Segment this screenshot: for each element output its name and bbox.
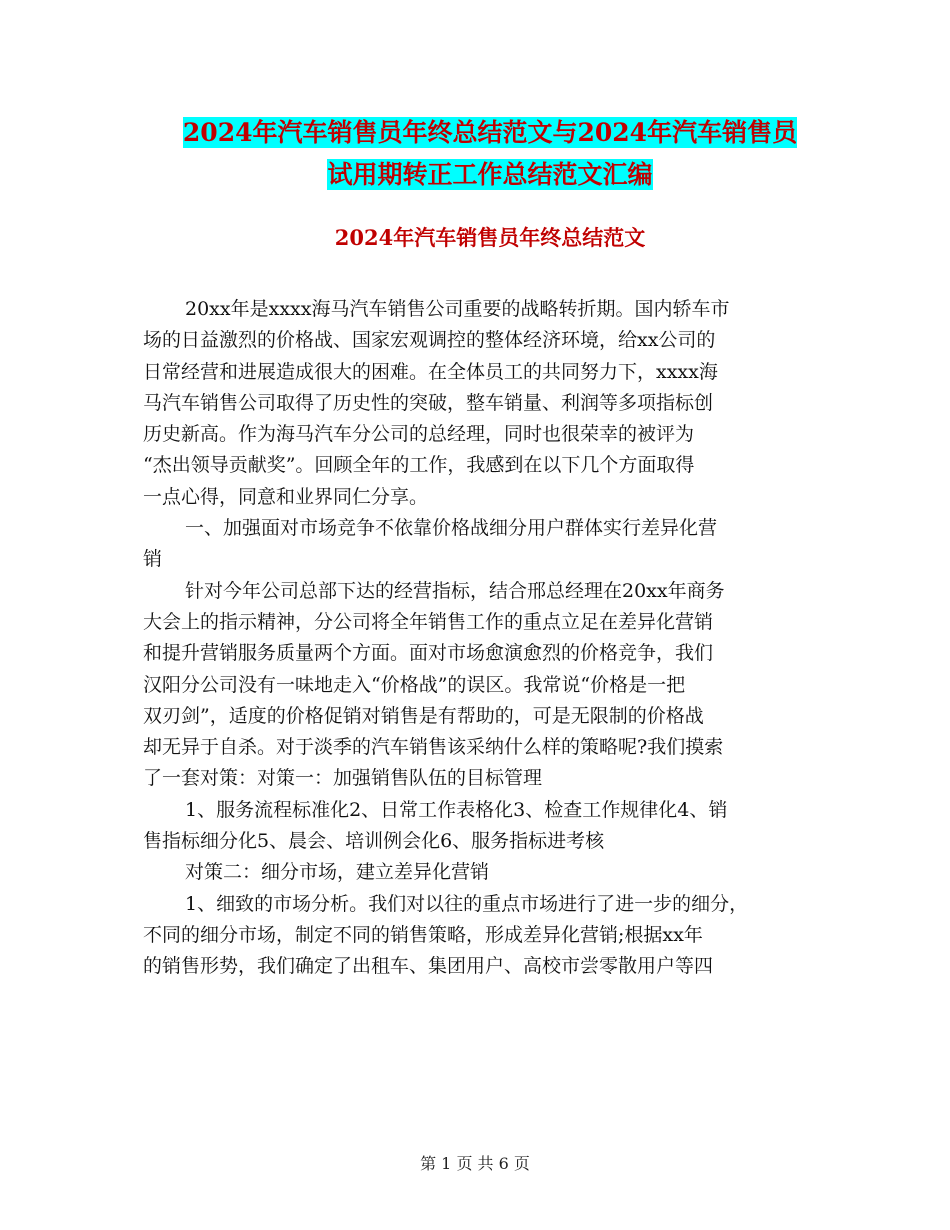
footer-suffix: 页 [513,1154,530,1173]
page-footer [0,1154,950,1174]
body-line: 对策二：细分市场，建立差异化营销 [185,861,490,884]
body-line: 的销售形势，我们确定了出租车、集团用户、高校市尝零散用户等四 [143,955,714,978]
title-line-1: 2024年汽车销售员年终总结范文与2024年汽车销售员 [182,118,798,147]
body-line: 销 [143,548,163,571]
document-title [140,112,840,196]
body-line: 不同的细分市场，制定不同的销售策略，形成差异化营销;根据xx年 [143,923,703,946]
title-line-2: 试用期转正工作总结范文汇编 [327,160,653,189]
body-line: 了一套对策：对策一：加强销售队伍的目标管理 [143,767,543,790]
body-line: 场的日益激烈的价格战、国家宏观调控的整体经济环境，给xx公司的 [143,329,716,352]
footer-mid: 页 共 [456,1154,494,1173]
body-line: 双刃剑”，适度的价格促销对销售是有帮助的，可是无限制的价格战 [143,704,704,727]
footer-prefix: 第 [420,1154,437,1173]
body-line: 大会上的指示精神，分公司将全年销售工作的重点立足在差异化营销 [143,610,714,633]
body-line: 和提升营销服务质量两个方面。面对市场愈演愈烈的价格竞争，我们 [143,642,714,665]
body-text [143,294,823,983]
body-line: 售指标细分化5、晨会、培训例会化6、服务指标进考核 [143,830,605,853]
footer-total-pages: 6 [498,1154,509,1173]
body-line: 一点心得，同意和业界同仁分享。 [143,485,429,508]
body-line: 1、细致的市场分析。我们对以往的重点市场进行了进一步的细分， [185,892,749,915]
body-line: “杰出领导贡献奖”。回顾全年的工作，我感到在以下几个方面取得 [143,454,695,477]
body-line: 历史新高。作为海马汽车分公司的总经理，同时也很荣幸的被评为 [143,423,695,446]
body-line: 一、加强面对市场竞争不依靠价格战细分用户群体实行差异化营 [185,517,718,540]
body-line: 1、服务流程标准化2、日常工作表格化3、检查工作规律化4、销 [185,798,728,821]
body-line: 却无异于自杀。对于淡季的汽车销售该采纳什么样的策略呢?我们摸索 [143,736,724,759]
section-title: 2024年汽车销售员年终总结范文 [334,225,646,250]
body-line: 针对今年公司总部下达的经营指标，结合邢总经理在20xx年商务 [185,579,725,602]
body-line: 汉阳分公司没有一味地走入“价格战”的误区。我常说“价格是一把 [143,673,686,696]
body-line: 日常经营和进展造成很大的困难。在全体员工的共同努力下，xxxx海 [143,360,718,383]
body-line: 20xx年是xxxx海马汽车销售公司重要的战略转折期。国内轿车市 [185,298,730,320]
body-line: 马汽车销售公司取得了历史性的突破，整车销量、利润等多项指标创 [143,391,714,414]
footer-page-number: 1 [441,1154,452,1173]
